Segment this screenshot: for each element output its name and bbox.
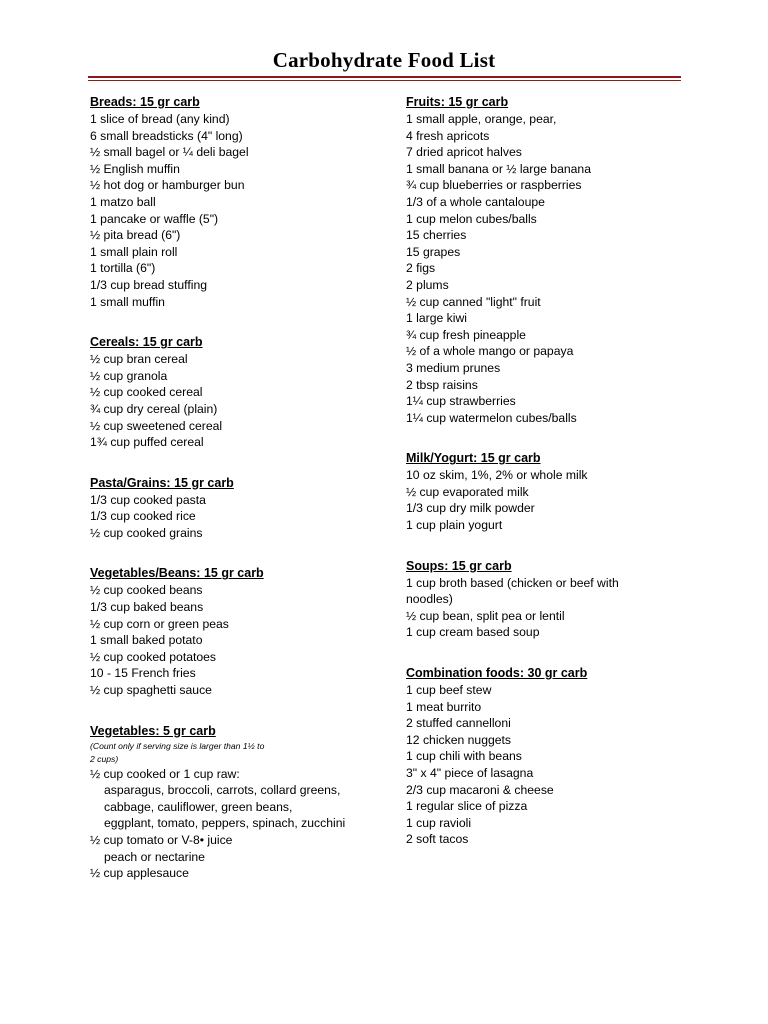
list-item: 1 slice of bread (any kind) <box>90 112 230 126</box>
list-item: 1 small banana or ½ large banana <box>406 161 591 176</box>
list-item: 3" x 4" piece of lasagna <box>406 766 534 780</box>
list-item: ½ cup tomato or V-8• juice <box>90 833 233 847</box>
list-item: 1 cup beef stew <box>406 683 492 698</box>
list-item: ½ pita bread (6") <box>90 228 181 243</box>
list-item: ½ cup canned "light" fruit <box>406 294 541 309</box>
list-item: 4 fresh apricots <box>406 128 490 143</box>
page-title: Carbohydrate Food List <box>272 48 496 72</box>
section-vegetables-beans <box>90 565 410 698</box>
list-item: 2 soft tacos <box>406 832 469 847</box>
list-item: ½ cup cooked beans <box>90 583 203 598</box>
list-item: 7 dried apricot halves <box>406 145 522 160</box>
list-item: ½ cup corn or green peas <box>90 616 229 631</box>
list-item: 1 cup chili with beans <box>406 749 522 764</box>
title-rule-thick <box>88 76 681 78</box>
list-item: 2 figs <box>406 261 436 276</box>
section-heading: Pasta/Grains: 15 gr carb <box>90 475 234 490</box>
list-item: 2 stuffed cannelloni <box>406 716 511 731</box>
section-heading: Combination foods: 30 gr carb <box>406 666 588 681</box>
list-item: 1 small muffin <box>90 294 165 309</box>
list-item: ¾ cup dry cereal (plain) <box>90 401 218 416</box>
list-item: 15 grapes <box>406 244 461 259</box>
list-item: 2/3 cup macaroni & cheese <box>406 782 554 797</box>
section-heading: Fruits: 15 gr carb <box>406 95 509 109</box>
section-vegetables-5 <box>90 723 410 882</box>
list-item: 1 cup cream based soup <box>406 625 540 640</box>
section-milk-yogurt <box>406 450 706 533</box>
list-item: 1 matzo ball <box>90 194 156 209</box>
list-item: ½ English muffin <box>90 161 180 176</box>
list-item: 1 regular slice of pizza <box>406 799 528 814</box>
section-heading: Vegetables/Beans: 15 gr carb <box>90 566 264 581</box>
list-item: peach or nectarine <box>104 849 205 864</box>
section-fruits <box>406 94 706 426</box>
list-item: 1/3 cup bread stuffing <box>90 277 207 292</box>
section-heading: Milk/Yogurt: 15 gr carb <box>406 451 541 466</box>
list-item: ¾ cup fresh pineapple <box>406 327 526 342</box>
list-item: ¾ cup blueberries or raspberries <box>406 178 582 193</box>
list-item: 1/3 of a whole cantaloupe <box>406 194 545 209</box>
list-item: 1 cup ravioli <box>406 815 472 830</box>
list-item: ½ cup evaporated milk <box>406 484 529 499</box>
section-combination-foods <box>406 665 706 848</box>
section-heading: Breads: 15 gr carb <box>90 95 200 109</box>
serving-note: (Count only if serving size is larger than 1½ to 2 cups) <box>90 740 265 764</box>
list-item: 2 plums <box>406 277 449 292</box>
section-breads <box>90 94 410 310</box>
right-column <box>406 94 706 872</box>
section-heading: Vegetables: 5 gr carb <box>90 723 216 738</box>
list-item: 6 small breadsticks (4" long) <box>90 128 243 143</box>
section-pasta-grains <box>90 475 410 542</box>
list-item: 10 oz skim, 1%, 2% or whole milk <box>406 468 588 483</box>
list-item: ½ cup granola <box>90 368 168 383</box>
list-item: 1 small apple, orange, pear, <box>406 112 557 126</box>
list-item: ½ cup cooked potatoes <box>90 649 217 664</box>
list-item: 1 small baked potato <box>90 633 203 648</box>
list-item: 1 large kiwi <box>406 311 467 326</box>
list-item: ½ cup applesauce <box>90 866 189 881</box>
list-item: 1¼ cup watermelon cubes/balls <box>406 410 577 425</box>
section-heading: Cereals: 15 gr carb <box>90 335 203 350</box>
list-item: 1 cup melon cubes/balls <box>406 211 537 226</box>
title-rule-thin <box>88 80 681 81</box>
list-item: 1 tortilla (6") <box>90 261 156 276</box>
list-item: asparagus, broccoli, carrots, collard greens, <box>104 783 341 798</box>
list-item: ½ of a whole mango or papaya <box>406 344 574 359</box>
list-item: 1¾ cup puffed cereal <box>90 435 204 450</box>
list-item: 1/3 cup baked beans <box>90 600 204 615</box>
left-column <box>90 94 410 906</box>
section-cereals <box>90 334 410 451</box>
list-item: cabbage, cauliflower, green beans, <box>104 799 293 814</box>
list-item: 1/3 cup dry milk powder <box>406 501 535 516</box>
list-item: ½ cup bran cereal <box>90 352 188 367</box>
list-item: 3 medium prunes <box>406 360 501 375</box>
list-item: ½ cup cooked or 1 cup raw: <box>90 766 240 781</box>
list-item: ½ hot dog or hamburger bun <box>90 178 245 193</box>
list-item: 1¼ cup strawberries <box>406 394 516 409</box>
list-item: 1 pancake or waffle (5") <box>90 211 219 226</box>
list-item: 12 chicken nuggets <box>406 732 512 747</box>
list-item: eggplant, tomato, peppers, spinach, zucchini <box>104 816 346 831</box>
list-item: 15 cherries <box>406 228 467 243</box>
list-item: 1/3 cup cooked rice <box>90 509 196 524</box>
list-item: 1 cup broth based (chicken or beef with noodles) <box>406 575 619 607</box>
list-item: 1 meat burrito <box>406 699 482 714</box>
list-item: 1/3 cup cooked pasta <box>90 492 206 507</box>
list-item: ½ cup cooked grains <box>90 525 203 540</box>
list-item: 10 - 15 French fries <box>90 666 196 681</box>
list-item: 1 small plain roll <box>90 244 178 259</box>
list-item: ½ cup bean, split pea or lentil <box>406 608 565 623</box>
list-item: 2 tbsp raisins <box>406 377 478 392</box>
list-item: ½ cup cooked cereal <box>90 385 203 400</box>
list-item: ½ cup sweetened cereal <box>90 418 223 433</box>
list-item: ½ small bagel or ¼ deli bagel <box>90 145 249 160</box>
list-item: 1 cup plain yogurt <box>406 518 503 533</box>
section-soups <box>406 558 706 641</box>
section-heading: Soups: 15 gr carb <box>406 558 512 573</box>
list-item: ½ cup spaghetti sauce <box>90 683 212 698</box>
